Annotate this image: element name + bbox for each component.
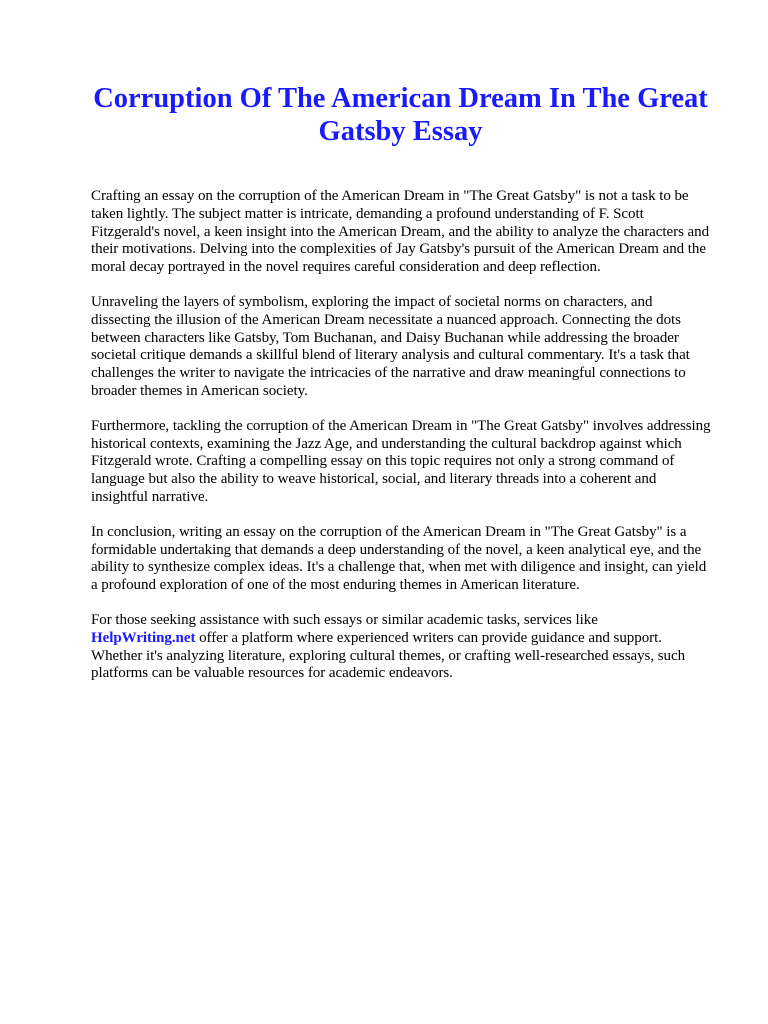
closing-text-after-link: offer a platform where experienced writers can provide guidance and support. Whether it's analyzing literature, exploring cultural themes, or crafting well-researched essays, such platforms can be valuable resources for academic endeavors. bbox=[91, 629, 686, 682]
document-title: Corruption Of The American Dream In The Great Gatsby Essay bbox=[93, 83, 708, 147]
paragraph-4: In conclusion, writing an essay on the corruption of the American Dream in "The Great Gatsby" is a formidable undertaking that demands a deep understanding of the novel, a keen analytical eye, and the ability to synthesize complex ideas. It's a challenge that, when met with diligence and insight, can yield a profound exploration of one of the most enduring themes in American literature. bbox=[91, 523, 707, 594]
helpwriting-link[interactable]: HelpWriting.net bbox=[91, 629, 196, 646]
paragraph-1: Crafting an essay on the corruption of the American Dream in "The Great Gatsby" is not a task to be taken lightly. The subject matter is intricate, demanding a profound understanding of F. Scott Fitzgerald's novel, a keen insight into the American Dream, and the ability to analyze the characters and their motivations. Delving into the complexities of Jay Gatsby's pursuit of the American Dream and the moral decay portrayed in the novel requires careful consideration and deep reflection. bbox=[91, 188, 710, 276]
closing-text-before-link: For those seeking assistance with such essays or similar academic tasks, services like bbox=[91, 611, 598, 628]
paragraph-3: Furthermore, tackling the corruption of the American Dream in "The Great Gatsby" involves addressing historical contexts, examining the Jazz Age, and understanding the cultural backdrop against which Fitzgerald wrote. Crafting a compelling essay on this topic requires not only a strong command of language but also the ability to weave historical, social, and literary threads into a coherent and insightful narrative. bbox=[91, 417, 711, 505]
closing-paragraph bbox=[91, 612, 714, 683]
paragraph-2: Unraveling the layers of symbolism, exploring the impact of societal norms on characters, and dissecting the illusion of the American Dream necessitate a nuanced approach. Connecting the dots between characters like Gatsby, Tom Buchanan, and Daisy Buchanan while addressing the broader societal critique demands a skillful blend of literary analysis and cultural commentary. It's a task that challenges the writer to navigate the intricacies of the narrative and draw meaningful connections to broader themes in American society. bbox=[91, 293, 690, 399]
